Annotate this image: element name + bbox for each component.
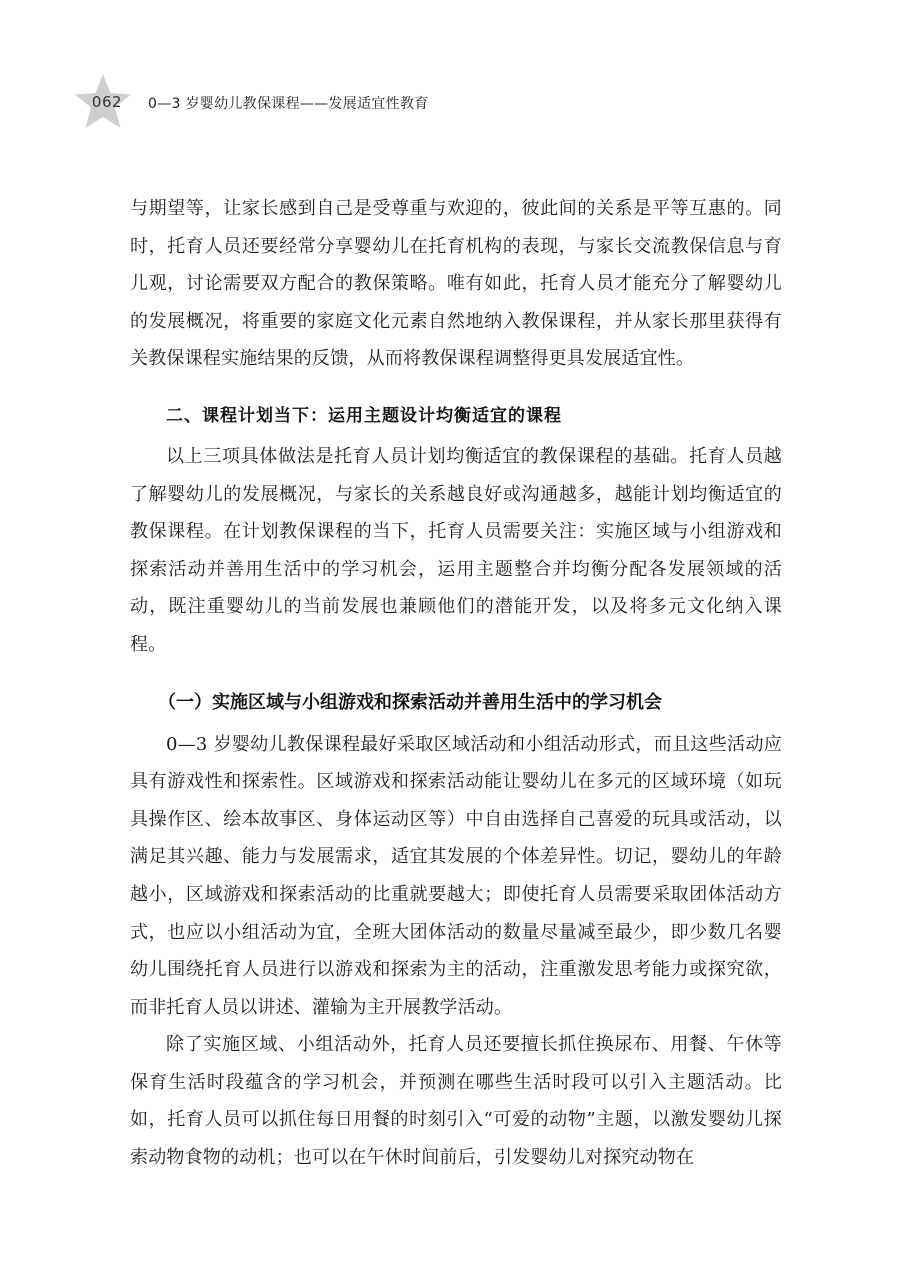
section-heading: 二、课程计划当下：运用主题设计均衡适宜的课程 (166, 405, 562, 426)
paragraph: 0—3 岁婴幼儿教保课程最好采取区域活动和小组活动形式，而且这些活动应具有游戏性和探索性。区域游戏和探索活动能让婴幼儿在多元的区域环境（如玩具操作区、绘本故事区、身体运动区等）中自由选择自己喜爱的玩具或活动，以满足其兴趣、能力与发展需求，适宜其发展的个体差异性。切记，婴幼儿的年龄越小，区域游戏和探索活动的比重就要越大；即使托育人员需要采取团体活动方式，也应以小组活动为宜，全班大团体活动的数量尽量减至最少，即少数几名婴幼儿围绕托育人员进行以游戏和探索为主的活动，注重激发思考能力或探究欲，而非托育人员以讲述、灌输为主开展教学活动。 (130, 733, 782, 1018)
body-text (130, 190, 782, 1177)
paragraph: 除了实施区域、小组活动外，托育人员还要擅长抓住换尿布、用餐、午休等保育生活时段蕴含的学习机会，并预测在哪些生活时段可以引入主题活动。比如，托育人员可以抓住每日用餐的时刻引入“可爱的动物”主题，以激发婴幼儿探索动物食物的动机；也可以在午休时间前后，引发婴幼儿对探究动物在 (130, 1034, 782, 1169)
subsection-heading: （一）实施区域与小组游戏和探索活动并善用生活中的学习机会 (158, 691, 662, 713)
running-header (72, 72, 832, 128)
paragraph: 以上三项具体做法是托育人员计划均衡适宜的教保课程的基础。托育人员越了解婴幼儿的发展概况，与家长的关系越良好或沟通越多，越能计划均衡适宜的教保课程。在计划教保课程的当下，托育人员需要关注：实施区域与小组游戏和探索活动并善用生活中的学习机会，运用主题整合并均衡分配各发展领域的活动，既注重婴幼儿的当前发展也兼顾他们的潜能开发，以及将多元文化纳入课程。 (130, 445, 782, 655)
running-title: 0—3 岁婴幼儿教保课程——发展适宜性教育 (148, 96, 429, 112)
paragraph-continued: 与期望等，让家长感到自己是受尊重与欢迎的，彼此间的关系是平等互惠的。同时，托育人员还要经常分享婴幼儿在托育机构的表现，与家长交流教保信息与育儿观，讨论需要双方配合的教保策略。唯有如此，托育人员才能充分了解婴幼儿的发展概况，将重要的家庭文化元素自然地纳入教保课程，并从家长那里获得有关教保课程实施结果的反馈，从而将教保课程调整得更具发展适宜性。 (130, 198, 782, 370)
page-number: 062 (91, 93, 123, 111)
